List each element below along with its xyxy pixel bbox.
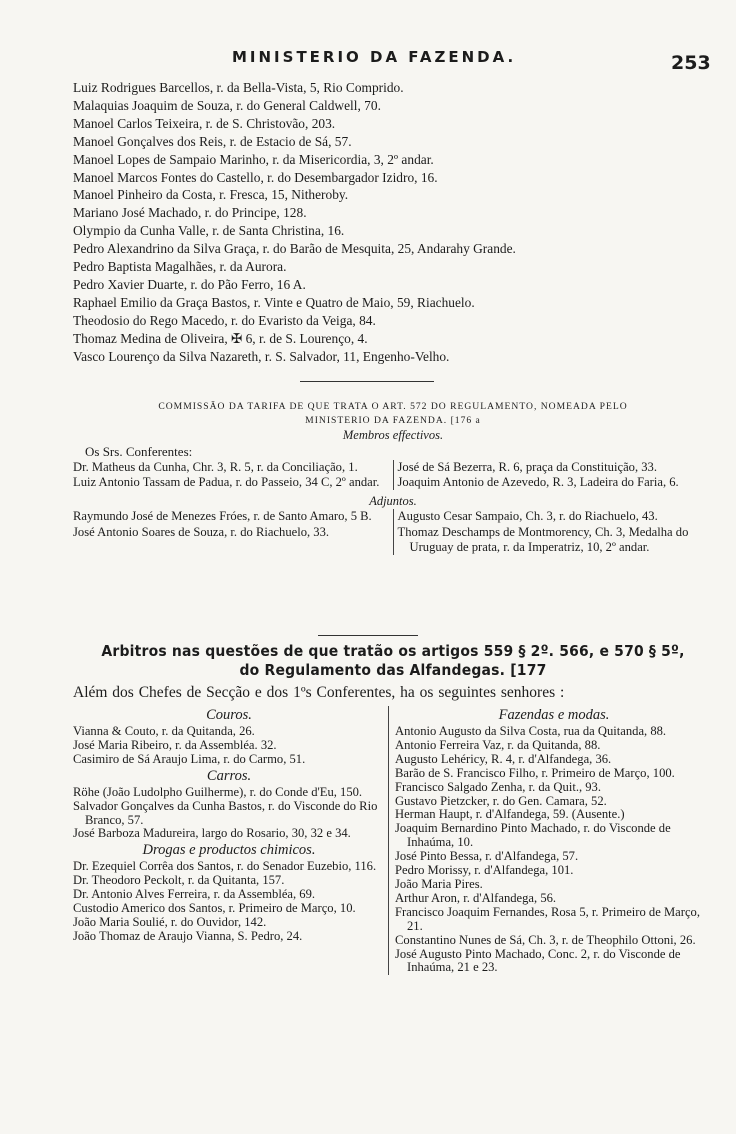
list-item: Francisco Salgado Zenha, r. da Quit., 93. [395, 779, 602, 794]
list-item: Dr. Antonio Alves Ferreira, r. da Assembléa, 69. [73, 887, 316, 902]
section-heading-drogas: Drogas e productos chimicos. [142, 842, 316, 859]
list-item: João Maria Pires. [395, 876, 483, 891]
member-entry: José de Sá Bezerra, R. 6, praça da Constituição, 33. [397, 460, 657, 474]
adjuntos-columns [73, 509, 713, 555]
list-item: Herman Haupt, r. d'Alfandega, 59. (Ausente.) [395, 807, 625, 822]
conferentes-label: Os Srs. Conferentes: [85, 444, 193, 459]
list-item: Thomaz Medina de Oliveira, ✠ 6, r. de S. Lourenço, 4. [73, 330, 368, 346]
list-item: Manoel Lopes de Sampaio Marinho, r. da Misericordia, 3, 2º andar. [73, 151, 434, 167]
commission-title: COMMISSÃO DA TARIFA DE QUE TRATA O ART. 572 DO REGULAMENTO, NOMEADA PELO [158, 401, 628, 412]
member-entry: Dr. Matheus da Cunha, Chr. 3, R. 5, r. da Conciliação, 1. [73, 460, 358, 474]
list-item: Dr. Theodoro Peckolt, r. da Quitanta, 157. [73, 873, 285, 888]
list-item: Antonio Augusto da Silva Costa, rua da Quitanda, 88. [395, 724, 667, 738]
adjunto-entry: Raymundo José de Menezes Fróes, r. de Santo Amaro, 5 B. [73, 509, 372, 524]
arbitros-section [73, 642, 713, 975]
commission-title-continued: MINISTERIO DA FAZENDA. [176 a [305, 415, 481, 426]
members-left-column [73, 460, 394, 490]
list-item: Joaquim Bernardino Pinto Machado, r. do Visconde de Inhaúma, 10. [395, 821, 671, 850]
list-item: Olympio da Cunha Valle, r. de Santa Christina, 16. [73, 223, 345, 239]
list-item: Luiz Rodrigues Barcellos, r. da Bella-Vista, 5, Rio Comprido. [73, 80, 404, 95]
adjuntos-left-column [73, 509, 394, 555]
adjunto-entry: José Antonio Soares de Souza, r. do Riachuelo, 33. [73, 524, 330, 539]
arbitros-title: Arbitros nas questões de que tratão os artigos 559 § 2º. 566, e 570 § 5º, [101, 642, 685, 660]
list-item: Salvador Gonçalves da Cunha Bastos, r. do Visconde do Rio Branco, 57. [73, 798, 378, 827]
list-item: Vianna & Couto, r. da Quitanda, 26. [73, 724, 255, 738]
arbitros-right-column [389, 706, 713, 975]
member-entry: Joaquim Antonio de Azevedo, R. 3, Ladeira do Faria, 6. [397, 475, 679, 490]
adjuntos-right-column [394, 509, 714, 555]
list-item: Barão de S. Francisco Filho, r. Primeiro de Março, 100. [395, 765, 675, 780]
members-columns [73, 460, 713, 490]
list-item: Manoel Gonçalves dos Reis, r. de Estacio de Sá, 57. [73, 133, 352, 149]
list-item: Pedro Xavier Duarte, r. do Pão Ferro, 16 A. [73, 276, 306, 292]
page-number: 253 [671, 52, 711, 74]
list-item: Manoel Marcos Fontes do Castello, r. do Desembargador Izidro, 16. [73, 169, 438, 185]
list-item: Francisco Joaquim Fernandes, Rosa 5, r. Primeiro de Março, 21. [395, 904, 700, 933]
list-item: Gustavo Pietzcker, r. do Gen. Camara, 52. [395, 793, 607, 808]
list-item: João Maria Soulié, r. do Ouvidor, 142. [73, 914, 267, 929]
adjunto-entry: Augusto Cesar Sampaio, Ch. 3, r. do Riachuelo, 43. [397, 509, 658, 524]
staff-list [73, 79, 713, 366]
section-divider [300, 381, 434, 382]
arbitros-columns [73, 706, 713, 975]
list-item: Theodosio do Rego Macedo, r. do Evaristo da Veiga, 84. [73, 312, 376, 328]
section-heading-carros: Carros. [206, 767, 252, 784]
list-item: Raphael Emilio da Graça Bastos, r. Vinte e Quatro de Maio, 59, Riachuelo. [73, 294, 475, 310]
section-divider [318, 635, 418, 636]
list-item: Antonio Ferreira Vaz, r. da Quitanda, 88. [395, 737, 601, 752]
list-item: Mariano José Machado, r. do Principe, 128. [73, 205, 307, 221]
adjuntos-heading: Adjuntos. [369, 494, 417, 509]
page-header [0, 48, 736, 74]
adjunto-entry: Thomaz Deschamps de Montmorency, Ch. 3, Medalha do Uruguay de prata, r. da Imperatriz, 10, 2º andar. [397, 524, 689, 554]
arbitros-title-continued: do Regulamento das Alfandegas. [177 [239, 661, 547, 679]
members-right-column [394, 460, 714, 490]
list-item: Malaquias Joaquim de Souza, r. do General Caldwell, 70. [73, 97, 381, 113]
list-item: José Barboza Madureira, largo do Rosario, 30, 32 e 34. [73, 826, 351, 841]
list-item: Pedro Morissy, r. d'Alfandega, 101. [395, 863, 574, 878]
list-item: João Thomaz de Araujo Vianna, S. Pedro, 24. [73, 928, 303, 943]
list-item: Pedro Baptista Magalhães, r. da Aurora. [73, 259, 287, 275]
list-item: Röhe (João Ludolpho Guilherme), r. do Conde d'Eu, 150. [73, 784, 363, 799]
list-item: Arthur Aron, r. d'Alfandega, 56. [395, 890, 557, 905]
list-item: José Augusto Pinto Machado, Conc. 2, r. do Visconde de Inhaúma, 21 e 23. [395, 946, 681, 975]
section-heading-couros: Couros. [206, 707, 252, 723]
list-item: Vasco Lourenço da Silva Nazareth, r. S. Salvador, 11, Engenho-Velho. [73, 348, 450, 364]
running-title: MINISTERIO DA FAZENDA. [232, 48, 517, 66]
list-item: Manoel Pinheiro da Costa, r. Fresca, 15, Nitheroby. [73, 187, 349, 203]
member-entry: Luiz Antonio Tassam de Padua, r. do Passeio, 34 C, 2º andar. [73, 475, 380, 490]
arbitros-intro: Além dos Chefes de Secção e dos 1ºs Conferentes, ha os seguintes senhores : [73, 684, 565, 701]
list-item: Custodio Americo dos Santos, r. Primeiro de Março, 10. [73, 901, 356, 916]
list-item: Augusto Lehéricy, R. 4, r. d'Alfandega, 36. [395, 751, 612, 766]
section-heading-fazendas: Fazendas e modas. [498, 707, 610, 723]
list-item: José Pinto Bessa, r. d'Alfandega, 57. [395, 849, 579, 864]
list-item: Manoel Carlos Teixeira, r. de S. Christovão, 203. [73, 115, 336, 131]
members-heading: Membros effectivos. [342, 428, 444, 442]
list-item: Pedro Alexandrino da Silva Graça, r. do Barão de Mesquita, 25, Andarahy Grande. [73, 241, 516, 257]
list-item: Dr. Ezequiel Corrêa dos Santos, r. do Senador Euzebio, 116. [73, 859, 377, 874]
arbitros-left-column [73, 706, 389, 975]
list-item: Casimiro de Sá Araujo Lima, r. do Carmo, 51. [73, 751, 306, 766]
list-item: Constantino Nunes de Sá, Ch. 3, r. de Theophilo Ottoni, 26. [395, 932, 696, 947]
commission-section [73, 400, 713, 555]
list-item: José Maria Ribeiro, r. da Assembléa. 32. [73, 737, 277, 752]
